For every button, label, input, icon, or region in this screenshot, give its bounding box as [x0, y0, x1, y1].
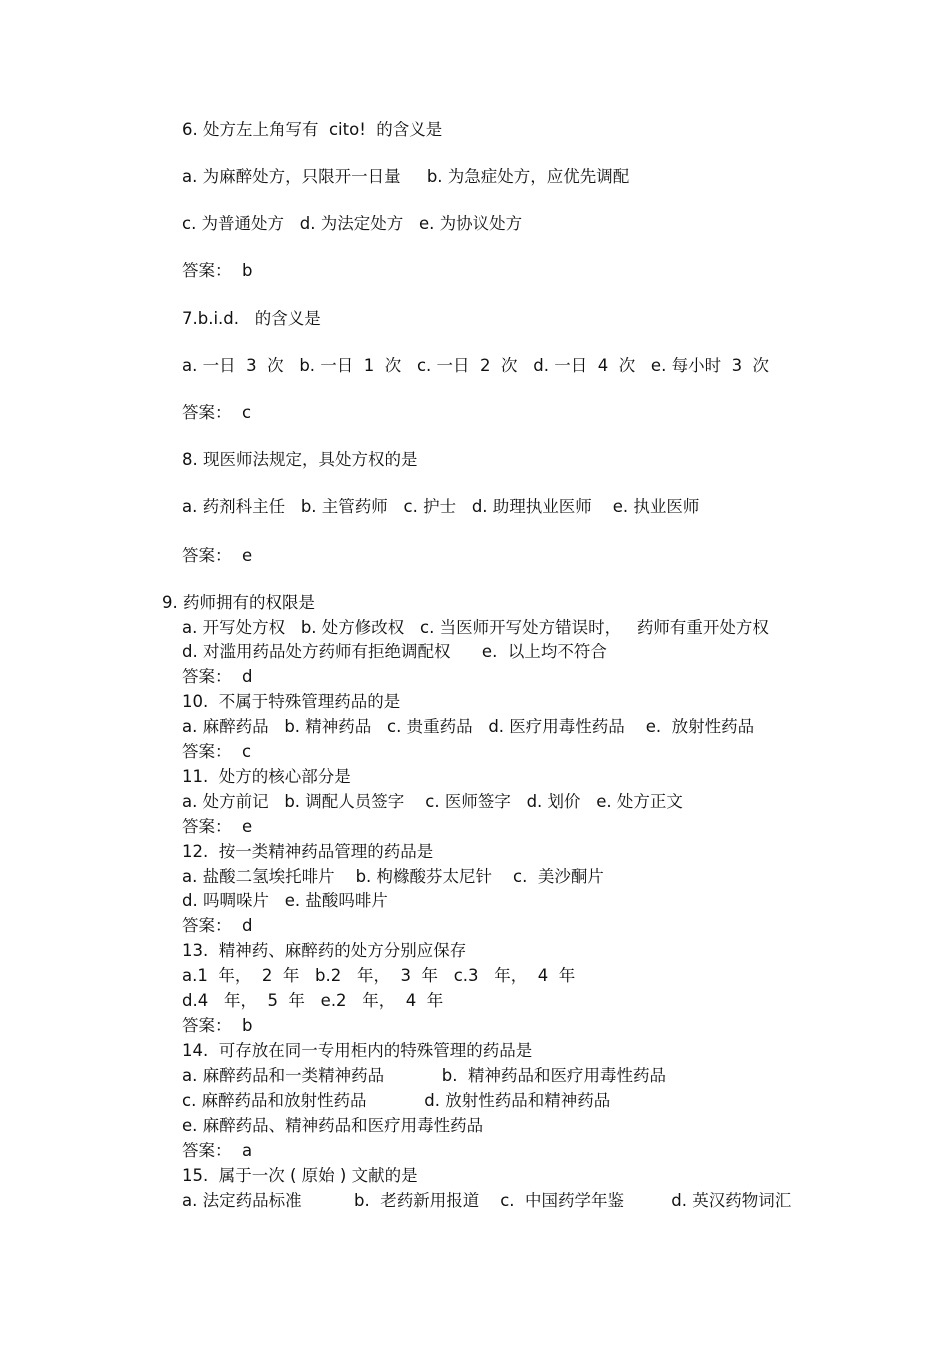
question-15-options: a. 法定药品标准 b. 老药新用报道 c. 中国药学年鉴 d. 英汉药物词汇	[182, 1191, 792, 1210]
question-9-options-2: d. 对滥用药品处方药师有拒绝调配权 e. 以上均不符合	[182, 642, 607, 661]
question-14-options-2: c. 麻醉药品和放射性药品 d. 放射性药品和精神药品	[182, 1091, 611, 1110]
question-14-options-3: e. 麻醉药品、精神药品和医疗用毒性药品	[182, 1116, 484, 1135]
answer-12: 答案： d	[182, 916, 253, 935]
question-13-options-2: d.4 年， 5 年 e.2 年， 4 年	[182, 991, 444, 1010]
question-6-options-1: a. 为麻醉处方，只限开一日量 b. 为急症处方，应优先调配	[182, 167, 630, 186]
answer-7: 答案： c	[182, 403, 252, 422]
question-11-options: a. 处方前记 b. 调配人员签字 c. 医师签字 d. 划价 e. 处方正文	[182, 792, 683, 811]
question-11: 11. 处方的核心部分是	[182, 767, 351, 786]
question-12-options-1: a. 盐酸二氢埃托啡片 b. 枸橼酸芬太尼针 c. 美沙酮片	[182, 867, 604, 886]
question-10: 10. 不属于特殊管理药品的是	[182, 692, 401, 711]
answer-6: 答案： b	[182, 261, 253, 280]
question-10-options: a. 麻醉药品 b. 精神药品 c. 贵重药品 d. 医疗用毒性药品 e. 放射性药品	[182, 717, 755, 736]
question-9-options-1: a. 开写处方权 b. 处方修改权 c. 当医师开写处方错误时， 药师有重开处方权	[182, 618, 769, 637]
question-14: 14. 可存放在同一专用柜内的特殊管理的药品是	[182, 1041, 533, 1060]
answer-8: 答案： e	[182, 546, 253, 565]
answer-9: 答案： d	[182, 667, 253, 686]
question-8: 8. 现医师法规定，具处方权的是	[182, 450, 418, 469]
answer-14: 答案： a	[182, 1141, 253, 1160]
question-6-options-2: c. 为普通处方 d. 为法定处方 e. 为协议处方	[182, 214, 523, 233]
question-14-options-1: a. 麻醉药品和一类精神药品 b. 精神药品和医疗用毒性药品	[182, 1066, 667, 1085]
question-7-options: a. 一日 3 次 b. 一日 1 次 c. 一日 2 次 d. 一日 4 次 e. 每小时 3 次	[182, 356, 770, 375]
question-9: 9. 药师拥有的权限是	[162, 593, 315, 612]
question-8-options: a. 药剂科主任 b. 主管药师 c. 护士 d. 助理执业医师 e. 执业医师	[182, 497, 700, 516]
question-6: 6. 处方左上角写有 cito! 的含义是	[182, 120, 443, 139]
question-13: 13. 精神药、麻醉药的处方分别应保存	[182, 941, 467, 960]
question-7: 7.b.i.d. 的含义是	[182, 309, 321, 328]
question-12-options-2: d. 吗啁哚片 e. 盐酸吗啡片	[182, 891, 388, 910]
answer-11: 答案： e	[182, 817, 253, 836]
answer-13: 答案： b	[182, 1016, 253, 1035]
question-12: 12. 按一类精神药品管理的药品是	[182, 842, 434, 861]
answer-10: 答案： c	[182, 742, 252, 761]
question-15: 15. 属于一次 ( 原始 ) 文献的是	[182, 1166, 418, 1185]
question-13-options-1: a.1 年， 2 年 b.2 年， 3 年 c.3 年， 4 年	[182, 966, 576, 985]
